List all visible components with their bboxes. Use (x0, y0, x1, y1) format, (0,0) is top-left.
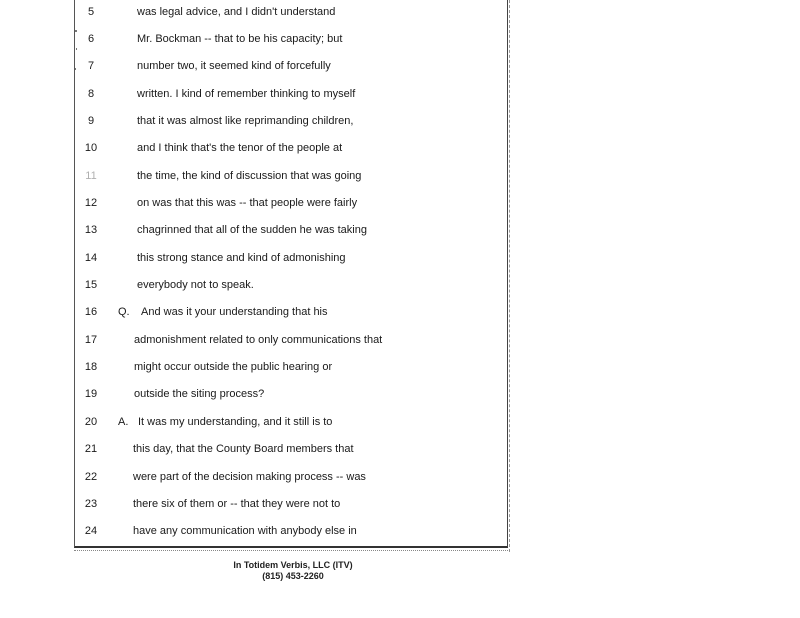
line-text: Mr. Bockman -- that to be his capacity; but (137, 33, 343, 45)
scan-speck (76, 48, 77, 50)
line-text: might occur outside the public hearing or (134, 361, 333, 373)
line-number: 14 (84, 252, 98, 264)
line-number: 22 (84, 471, 98, 483)
line-number: 13 (84, 224, 98, 236)
scan-speck (75, 30, 77, 32)
line-number: 21 (84, 443, 98, 455)
line-number: 8 (87, 88, 95, 100)
line-text: It was my understanding, and it still is to (138, 416, 333, 428)
speaker-marker: Q. (118, 306, 130, 318)
line-number: 12 (84, 197, 98, 209)
line-text: was legal advice, and I didn't understand (137, 6, 336, 18)
line-text: this strong stance and kind of admonishing (137, 252, 346, 264)
line-text: outside the siting process? (134, 388, 265, 400)
line-number: 15 (84, 279, 98, 291)
footer-company: In Totidem Verbis, LLC (ITV) (233, 560, 353, 570)
line-text: number two, it seemed kind of forcefully (137, 60, 331, 72)
line-number: 7 (87, 60, 95, 72)
transcript-border (74, 0, 508, 548)
line-text: on was that this was -- that people were fairly (137, 197, 358, 209)
scan-speck (75, 68, 76, 70)
line-text: there six of them or -- that they were not to (133, 498, 341, 510)
line-number: 16 (84, 306, 98, 318)
line-text: written. I kind of remember thinking to myself (137, 88, 356, 100)
speaker-marker: A. (118, 416, 129, 428)
line-text: And was it your understanding that his (141, 306, 328, 318)
line-number: 23 (84, 498, 98, 510)
line-number: 6 (87, 33, 95, 45)
line-text: the time, the kind of discussion that was going (137, 170, 362, 182)
line-number: 11 (85, 170, 97, 182)
line-text: admonishment related to only communications that (134, 334, 383, 346)
line-text: everybody not to speak. (137, 279, 254, 291)
line-number: 10 (84, 142, 98, 154)
line-number: 9 (87, 115, 95, 127)
line-number: 17 (84, 334, 98, 346)
footer-phone: (815) 453-2260 (262, 571, 324, 581)
line-text: that it was almost like reprimanding children, (137, 115, 354, 127)
line-number: 18 (84, 361, 98, 373)
line-text: have any communication with anybody else in (133, 525, 357, 537)
line-text: this day, that the County Board members that (133, 443, 354, 455)
line-text: chagrinned that all of the sudden he was taking (137, 224, 367, 236)
line-text: and I think that's the tenor of the people at (137, 142, 343, 154)
line-number: 24 (84, 525, 98, 537)
line-number: 20 (84, 416, 98, 428)
line-text: were part of the decision making process -- was (133, 471, 366, 483)
border-scan-edge-right (509, 0, 511, 552)
line-number: 19 (84, 388, 98, 400)
line-number: 5 (87, 6, 95, 18)
border-scan-edge-bottom (74, 550, 510, 552)
